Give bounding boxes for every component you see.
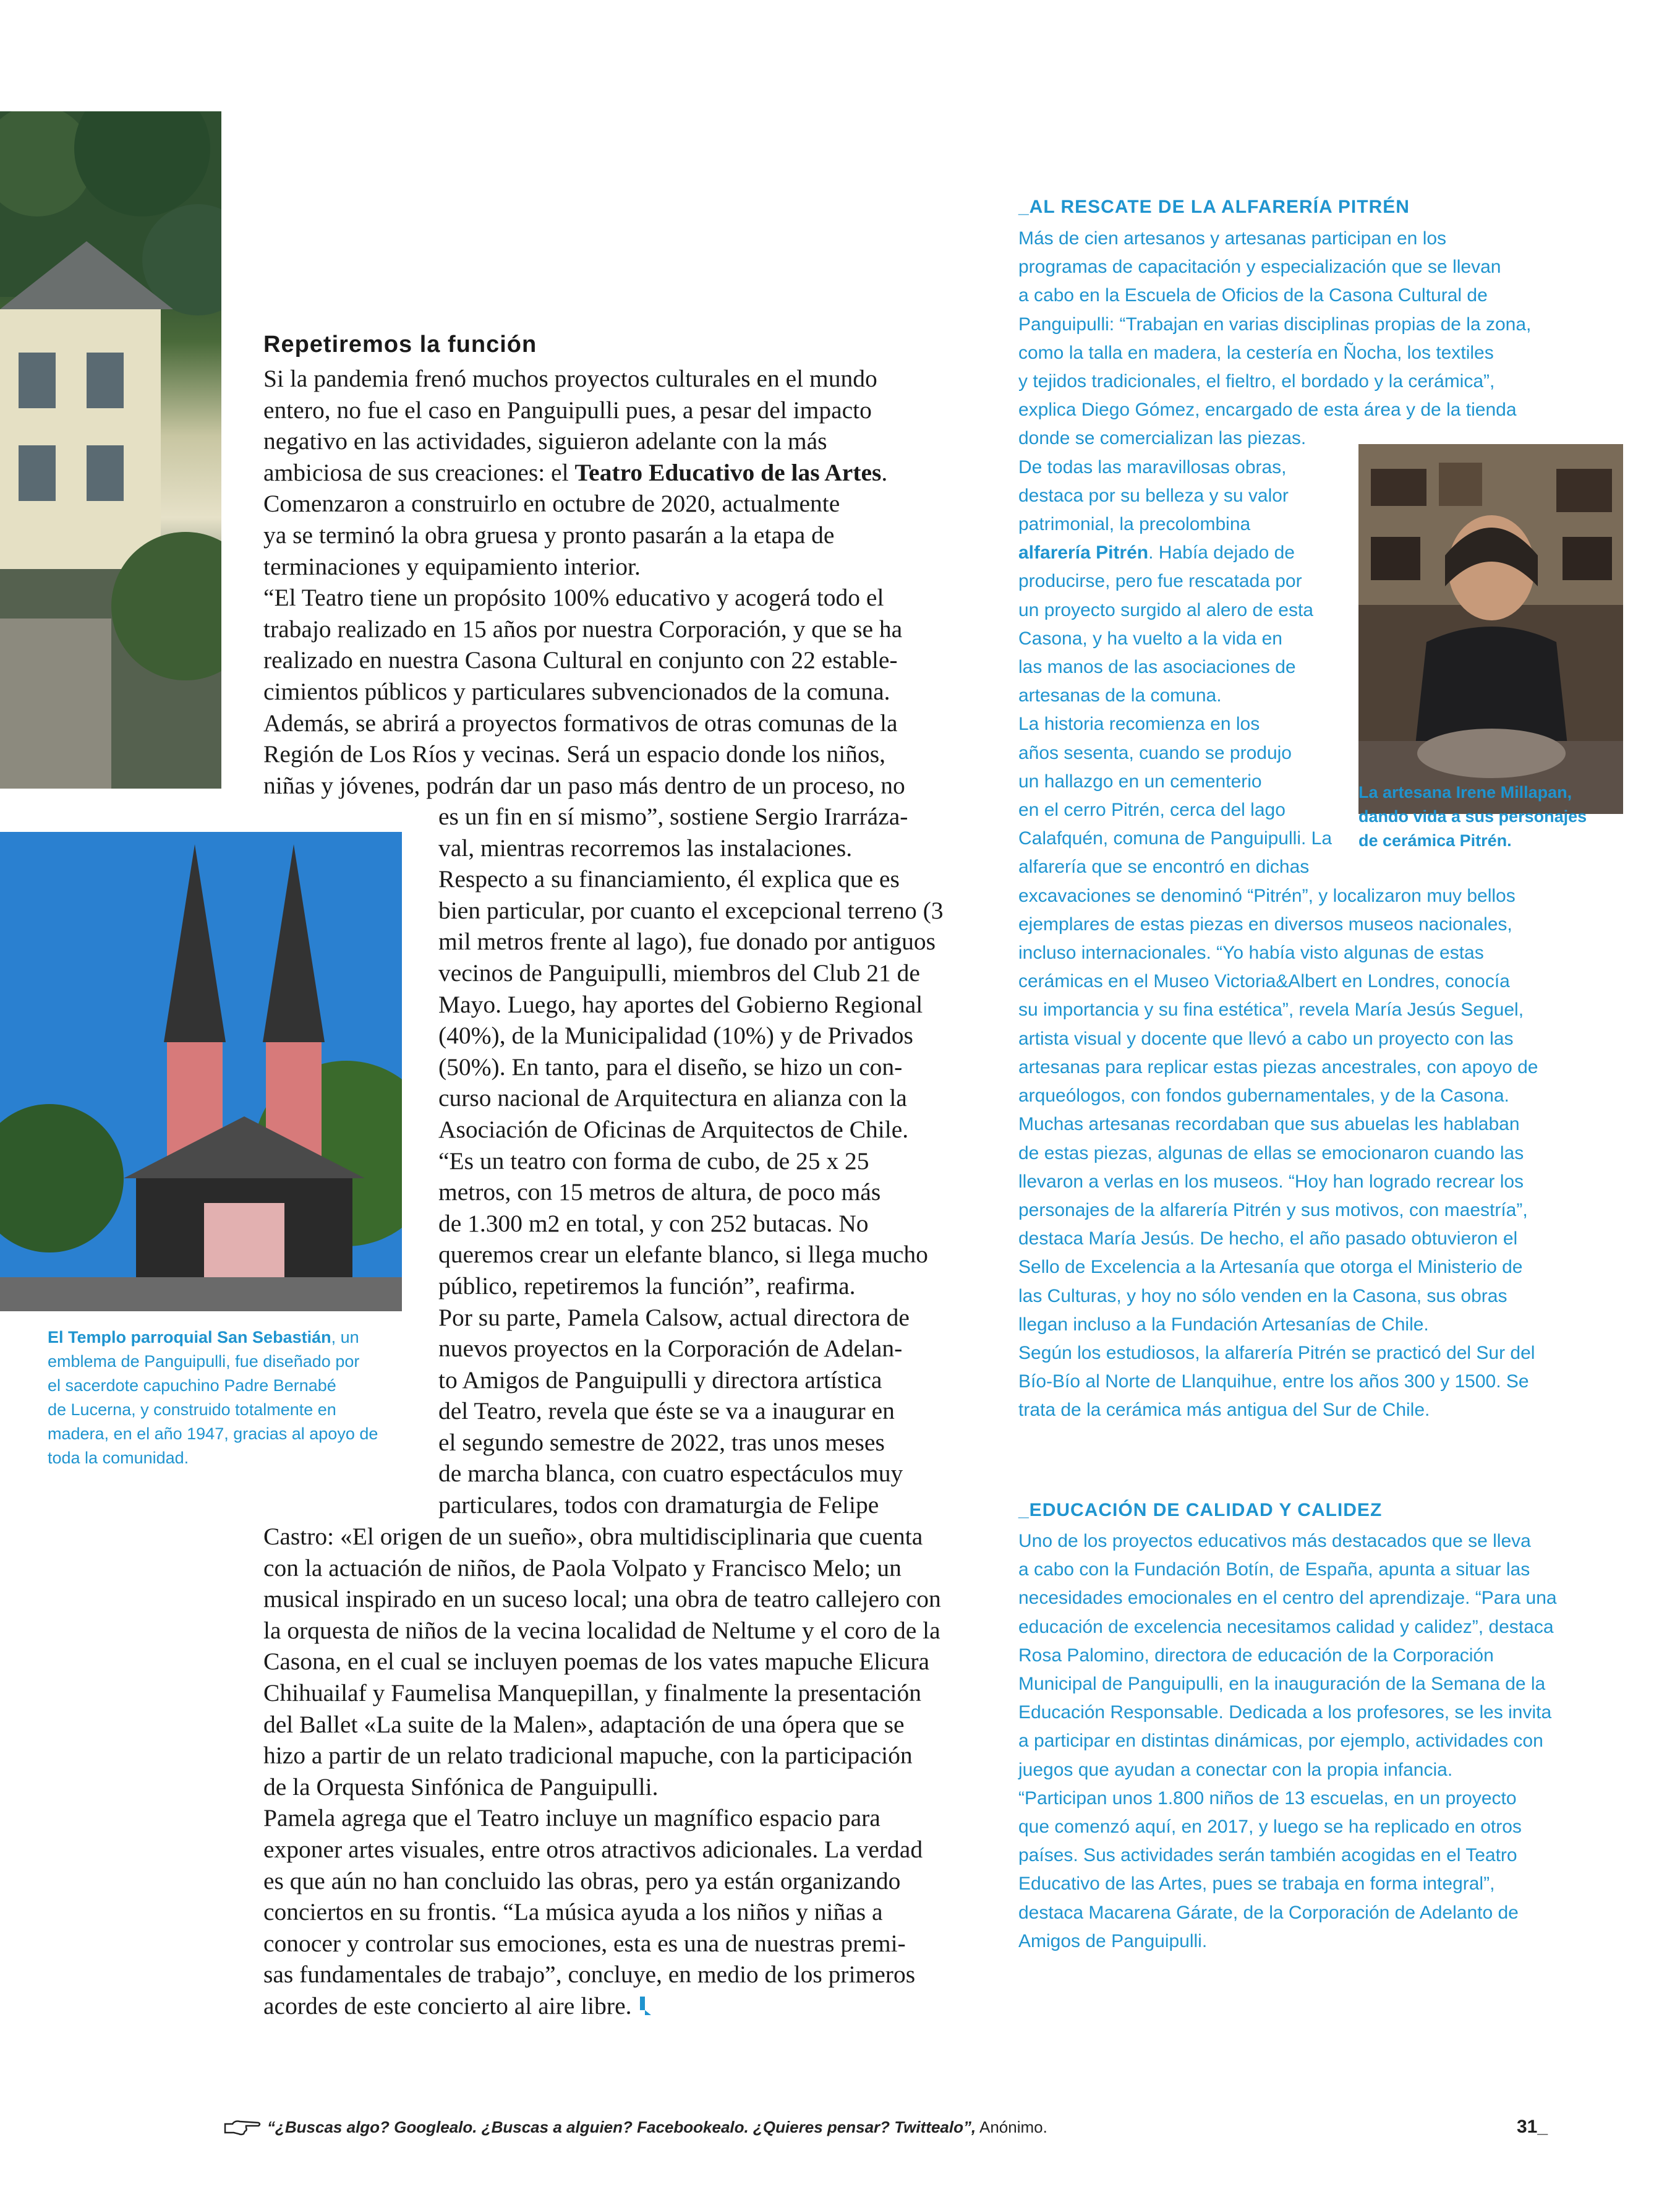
- educacion-heading: _EDUCACIÓN DE CALIDAD Y CALIDEZ: [1018, 1500, 1383, 1520]
- footer-author: Anónimo.: [976, 2118, 1047, 2136]
- text-line: de marcha blanca, con cuatro espectáculos muy: [438, 1460, 903, 1488]
- text-line: curso nacional de Arquitectura en alianza con la: [438, 1084, 907, 1112]
- text-line: alfarería que se encontró en dichas: [1018, 857, 1310, 878]
- text-line: de estas piezas, algunas de ellas se emocionaron cuando las: [1018, 1142, 1524, 1163]
- text-line: cimientos públicos y particulares subvencionados de la comuna.: [263, 677, 890, 705]
- text-line: Asociación de Oficinas de Arquitectos de Chile.: [438, 1115, 909, 1143]
- text-line: “El Teatro tiene un propósito 100% educativo y acogerá todo el: [263, 584, 884, 612]
- caption-bold: El Templo parroquial San Sebastián: [48, 1328, 331, 1346]
- text-line: a cabo en la Escuela de Oficios de la Casona Cultural de: [1018, 285, 1488, 306]
- bold-term: alfarería Pitrén: [1018, 542, 1149, 563]
- text-line: donde se comercializan las piezas.: [1018, 428, 1307, 449]
- text-span: . Había dejado de: [1148, 542, 1295, 563]
- text-line: juegos que ayudan a conectar con la propia infancia.: [1018, 1759, 1453, 1780]
- text-line: “Es un teatro con forma de cubo, de 25 x 25: [438, 1147, 869, 1175]
- text-line: [263, 457, 905, 489]
- text-line: a participar en distintas dinámicas, por ejemplo, actividades con: [1018, 1731, 1543, 1752]
- text-line: conocer y controlar sus emociones, esta es una de nuestras premi-: [263, 1929, 906, 1957]
- text-line: Casona, en el cual se incluyen poemas de los vates mapuche Elicura: [263, 1648, 930, 1676]
- text-line: Educativo de las Artes, pues se trabaja en forma integral”,: [1018, 1873, 1495, 1894]
- text-line: de 1.300 m2 en total, y con 252 butacas. No: [438, 1209, 869, 1237]
- text-line: Muchas artesanas recordaban que sus abuelas les hablaban: [1018, 1114, 1520, 1135]
- page-number: 31_: [1517, 2117, 1548, 2137]
- text-line: Bío-Bío al Norte de Llanquihue, entre los años 300 y 1500. Se: [1018, 1371, 1529, 1392]
- text-span: .: [881, 458, 888, 486]
- text-line: negativo en las actividades, siguieron adelante con la más: [263, 427, 827, 455]
- caption-line: emblema de Panguipulli, fue diseñado por: [48, 1352, 360, 1371]
- text-line: es que aún no han concluido las obras, pero ya están organizando: [263, 1867, 901, 1894]
- text-line: exponer artes visuales, entre otros atractivos adicionales. La verdad: [263, 1835, 923, 1863]
- text-line: Más de cien artesanos y artesanas participan en los: [1018, 228, 1447, 249]
- text-line: su importancia y su fina estética”, revela María Jesús Seguel,: [1018, 1000, 1524, 1021]
- text-line: trata de la cerámica más antigua del Sur de Chile.: [1018, 1400, 1430, 1421]
- text-line: las manos de las asociaciones de: [1018, 657, 1296, 678]
- text-line: mil metros frente al lago), fue donado por antiguos: [438, 928, 936, 956]
- text-line: necesidades emocionales en el centro del aprendizaje. “Para una: [1018, 1588, 1557, 1609]
- text-line: [263, 1990, 941, 2022]
- text-line: (50%). En tanto, para el diseño, se hizo un con-: [438, 1053, 903, 1081]
- text-line: destaca Macarena Gárate, de la Corporación de Adelanto de: [1018, 1902, 1519, 1923]
- church-photo: [0, 832, 402, 1311]
- text-line: bien particular, por cuanto el excepcional terreno (3: [438, 896, 944, 924]
- text-line: Calafquén, comuna de Panguipulli. La: [1018, 828, 1332, 849]
- church-illustration: [0, 832, 402, 1311]
- text-line: público, repetiremos la función”, reafirma.: [438, 1272, 856, 1299]
- text-line: un proyecto surgido al alero de esta: [1018, 599, 1313, 620]
- text-line: De todas las maravillosas obras,: [1018, 456, 1287, 477]
- text-line: Por su parte, Pamela Calsow, actual directora de: [438, 1303, 910, 1331]
- text-line: incluso internacionales. “Yo había visto algunas de estas: [1018, 943, 1484, 964]
- text-line: queremos crear un elefante blanco, si llega mucho: [438, 1241, 928, 1269]
- text-line: artesanas de la comuna.: [1018, 685, 1222, 706]
- caption-line: toda la comunidad.: [48, 1449, 189, 1467]
- text-line: que comenzó aquí, en 2017, y luego se ha replicado en otros: [1018, 1817, 1522, 1838]
- text-line: trabajo realizado en 15 años por nuestra Corporación, y que se ha: [263, 615, 903, 643]
- footer-quote: [224, 2118, 1047, 2137]
- text-line: Municipal de Panguipulli, en la inauguración de la Semana de la: [1018, 1674, 1546, 1695]
- text-line: terminaciones y equipamiento interior.: [263, 552, 641, 580]
- text-line: Pamela agrega que el Teatro incluye un magnífico espacio para: [263, 1804, 881, 1832]
- footer-quote-text: “¿Buscas algo? Googlealo. ¿Buscas a alguien? Facebookealo. ¿Quieres pensar? Twittealo”,: [267, 2118, 976, 2136]
- text-line: musical inspirado en un suceso local; una obra de teatro callejero con: [263, 1585, 941, 1613]
- text-line: el segundo semestre de 2022, tras unos meses: [438, 1428, 885, 1456]
- text-line: metros, con 15 metros de altura, de poco más: [438, 1178, 881, 1206]
- end-mark-icon: [639, 1995, 652, 2016]
- text-line: ya se terminó la obra gruesa y pronto pasarán a la etapa de: [263, 521, 835, 549]
- text-line: entero, no fue el caso en Panguipulli pues, a pesar del impacto: [263, 396, 872, 424]
- church-caption: [48, 1325, 378, 1470]
- text-line: Chihuailaf y Faumelisa Manquepillan, y finalmente la presentación: [263, 1679, 921, 1706]
- main-column-bottom: [263, 1521, 941, 2022]
- text-line: la orquesta de niños de la vecina localidad de Neltume y el coro de la: [263, 1616, 940, 1644]
- text-line: arqueólogos, con fondos gubernamentales, y de la Casona.: [1018, 1085, 1509, 1107]
- house-illustration: [0, 111, 221, 789]
- text-line: Si la pandemia frenó muchos proyectos culturales en el mundo: [263, 365, 877, 392]
- text-line: realizado en nuestra Casona Cultural en conjunto con 22 estable-: [263, 646, 898, 674]
- text-line: excavaciones se denominó “Pitrén”, y localizaron muy bellos: [1018, 885, 1516, 906]
- text-line: vecinos de Panguipulli, miembros del Club 21 de: [438, 959, 920, 987]
- section-heading: Repetiremos la función: [263, 332, 537, 357]
- text-line: to Amigos de Panguipulli y directora artística: [438, 1366, 882, 1394]
- main-column-top: [263, 363, 905, 801]
- text-line: cerámicas en el Museo Victoria&Albert en Londres, conocía: [1018, 971, 1510, 992]
- text-line: La historia recomienza en los: [1018, 714, 1260, 735]
- pointing-hand-icon: [224, 2118, 262, 2136]
- artisan-caption: [1358, 781, 1587, 853]
- caption-span: , un: [331, 1328, 359, 1346]
- text-line: producirse, pero fue rescatada por: [1018, 571, 1302, 592]
- text-line: a cabo con la Fundación Botín, de España, apunta a situar las: [1018, 1559, 1530, 1580]
- main-column-indented: [438, 801, 944, 1521]
- text-line: del Ballet «La suite de la Malen», adaptación de una ópera que se: [263, 1710, 905, 1738]
- caption-line: madera, en el año 1947, gracias al apoyo de: [48, 1424, 378, 1443]
- text-line: [1018, 539, 1538, 567]
- text-line: programas de capacitación y especialización que se llevan: [1018, 257, 1501, 278]
- text-line: niñas y jóvenes, podrán dar un paso más dentro de un proceso, no: [263, 771, 905, 799]
- text-line: Mayo. Luego, hay aportes del Gobierno Regional: [438, 990, 923, 1018]
- house-photo: [0, 111, 221, 789]
- text-line: un hallazgo en un cementerio: [1018, 771, 1262, 792]
- text-line: del Teatro, revela que éste se va a inaugurar en: [438, 1397, 895, 1425]
- text-span: ambiciosa de sus creaciones: el: [263, 458, 575, 486]
- caption-line: de Lucerna, y construido totalmente en: [48, 1400, 336, 1419]
- text-line: artesanas para replicar estas piezas ancestrales, con apoyo de: [1018, 1056, 1538, 1077]
- text-line: conciertos en su frontis. “La música ayuda a los niños y niñas a: [263, 1898, 883, 1926]
- caption-line: [48, 1325, 378, 1350]
- text-line: Además, se abrirá a proyectos formativos de otras comunas de la: [263, 709, 898, 737]
- text-line: particulares, todos con dramaturgia de Felipe: [438, 1491, 879, 1519]
- text-line: años sesenta, cuando se produjo: [1018, 742, 1292, 763]
- text-line: con la actuación de niños, de Paola Volpato y Francisco Melo; un: [263, 1554, 902, 1582]
- text-line: Uno de los proyectos educativos más destacados que se lleva: [1018, 1531, 1531, 1551]
- text-line: Respecto a su financiamiento, él explica que es: [438, 865, 900, 893]
- caption-line: el sacerdote capuchino Padre Bernabé: [48, 1376, 336, 1395]
- bold-phrase: Teatro Educativo de las Artes: [574, 458, 882, 486]
- caption-line: de cerámica Pitrén.: [1358, 831, 1512, 850]
- text-line: Amigos de Panguipulli.: [1018, 1930, 1208, 1951]
- text-line: llegan incluso a la Fundación Artesanías de Chile.: [1018, 1314, 1429, 1335]
- text-line: Comenzaron a construirlo en octubre de 2020, actualmente: [263, 490, 840, 518]
- text-line: personajes de la alfarería Pitrén y sus motivos, con maestría”,: [1018, 1199, 1528, 1220]
- text-line: Según los estudiosos, la alfarería Pitrén se practicó del Sur del: [1018, 1342, 1535, 1363]
- text-line: artista visual y docente que llevó a cabo un proyecto con las: [1018, 1028, 1514, 1049]
- text-line: Castro: «El origen de un sueño», obra multidisciplinaria que cuenta: [263, 1523, 923, 1550]
- text-line: Sello de Excelencia a la Artesanía que otorga el Ministerio de: [1018, 1257, 1523, 1278]
- text-line: Educación Responsable. Dedicada a los profesores, se les invita: [1018, 1702, 1552, 1723]
- caption-line: La artesana Irene Millapan,: [1358, 783, 1572, 802]
- text-line: como la talla en madera, la cestería en Ñocha, los textiles: [1018, 342, 1494, 363]
- text-line: destaca María Jesús. De hecho, el año pasado obtuvieron el: [1018, 1228, 1518, 1249]
- text-line: explica Diego Gómez, encargado de esta área y de la tienda: [1018, 400, 1517, 421]
- alfareria-heading: _AL RESCATE DE LA ALFARERÍA PITRÉN: [1018, 197, 1410, 217]
- text-span: acordes de este concierto al aire libre.: [263, 1992, 632, 2019]
- educacion-body: [1018, 1527, 1557, 1956]
- text-line: Región de Los Ríos y vecinas. Será un espacio donde los niños,: [263, 740, 885, 768]
- text-line: ejemplares de estas piezas en diversos museos nacionales,: [1018, 914, 1512, 935]
- text-line: Casona, y ha vuelto a la vida en: [1018, 628, 1282, 649]
- text-line: en el cerro Pitrén, cerca del lago: [1018, 800, 1286, 821]
- text-line: países. Sus actividades serán también acogidas en el Teatro: [1018, 1845, 1517, 1866]
- text-line: y tejidos tradicionales, el fieltro, el bordado y la cerámica”,: [1018, 371, 1495, 392]
- text-line: patrimonial, la precolombina: [1018, 514, 1251, 535]
- text-line: hizo a partir de un relato tradicional mapuche, con la participación: [263, 1742, 913, 1770]
- text-line: educación de excelencia necesitamos calidad y calidez”, destaca: [1018, 1616, 1554, 1637]
- text-line: Panguipulli: “Trabajan en varias disciplinas propias de la zona,: [1018, 314, 1532, 335]
- text-line: de la Orquesta Sinfónica de Panguipulli.: [263, 1773, 659, 1800]
- caption-line: dando vida a sus personajes: [1358, 807, 1587, 826]
- text-line: destaca por su belleza y su valor: [1018, 485, 1289, 506]
- text-line: “Participan unos 1.800 niños de 13 escuelas, en un proyecto: [1018, 1787, 1517, 1809]
- text-line: nuevos proyectos en la Corporación de Adelan-: [438, 1335, 903, 1363]
- text-line: es un fin en sí mismo”, sostiene Sergio Irarráza-: [438, 803, 908, 830]
- text-line: val, mientras recorremos las instalaciones.: [438, 834, 853, 862]
- text-line: Rosa Palomino, directora de educación de la Corporación: [1018, 1645, 1494, 1666]
- text-line: las Culturas, y hoy no sólo venden en la Casona, sus obras: [1018, 1285, 1507, 1306]
- text-line: sas fundamentales de trabajo”, concluye, en medio de los primeros: [263, 1961, 916, 1989]
- text-line: (40%), de la Municipalidad (10%) y de Privados: [438, 1022, 913, 1050]
- text-line: llevaron a verlas en los museos. “Hoy han logrado recrear los: [1018, 1171, 1524, 1192]
